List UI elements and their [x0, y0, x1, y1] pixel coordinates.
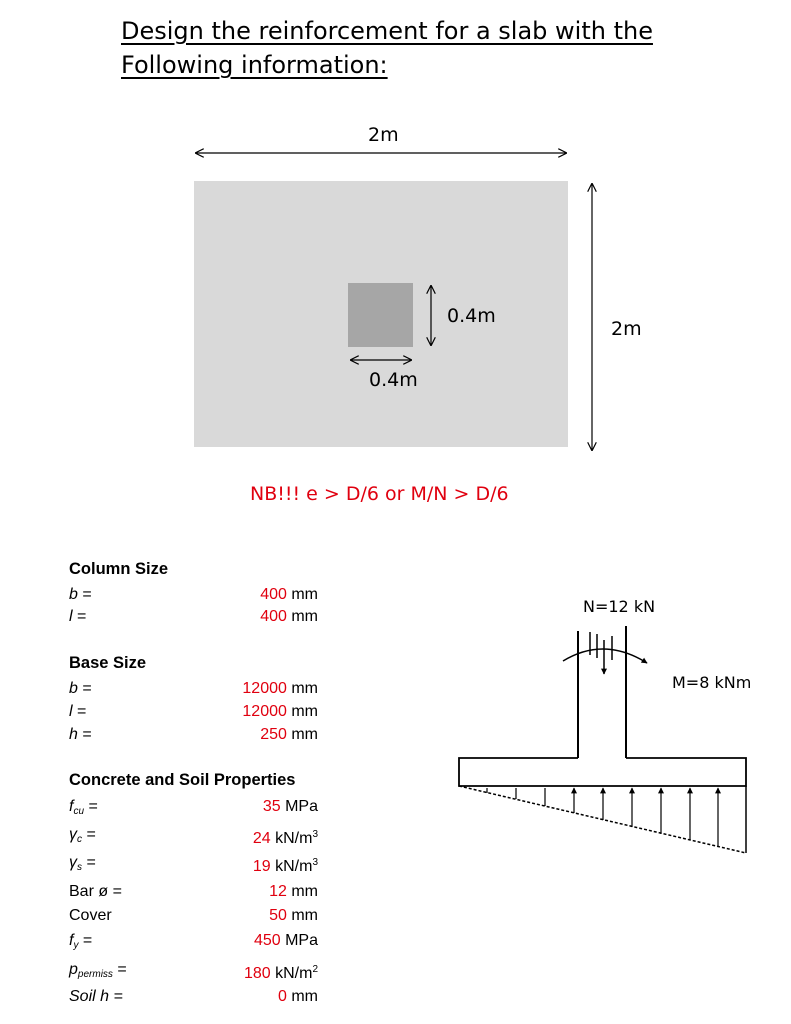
axial-load-label: N=12 kN: [583, 597, 656, 616]
column-plan: [348, 283, 413, 347]
gamma-s-value: 19 $kN/m^3$: [252, 857, 318, 875]
base-l-label: l =: [69, 703, 87, 720]
soil-h-label: Soil h =: [69, 988, 123, 1005]
bar-diameter-value: 12 mm: [269, 883, 318, 900]
slab-width-label: 2m: [368, 124, 399, 146]
title-line-1: Design the reinforcement for a slab with the: [121, 17, 653, 45]
moment-label: M=8 kNm: [672, 673, 752, 692]
column-width-label: 0.4m: [369, 369, 418, 391]
bar-diameter-label: Bar ø =: [69, 883, 122, 900]
eccentricity-note: NB!!! e > D/6 or M/N > D/6: [250, 483, 509, 505]
base-size-heading: Base Size: [69, 654, 147, 672]
gamma-c-label: $\gamma_c$ =: [69, 826, 96, 845]
p-permiss-value: 180 $kN/m^2$: [243, 964, 318, 982]
base-l-value: 12000 mm: [242, 703, 318, 720]
column-l-value: 400 mm: [260, 608, 318, 625]
base-b-value: 12000 mm: [242, 680, 318, 697]
column-l-label: l =: [69, 608, 87, 625]
cover-label: Cover: [69, 907, 112, 924]
base-b-label: b =: [69, 680, 92, 697]
moment-arrow: [563, 649, 647, 663]
gamma-c-value: 24 $kN/m^3$: [252, 829, 318, 847]
soil-pressure-diagram: [459, 786, 746, 853]
base-h-value: 250 mm: [260, 726, 318, 743]
column-section: [578, 626, 626, 758]
column-b-label: b =: [69, 586, 92, 603]
fcu-label: $f_{cu}$ =: [69, 798, 98, 817]
column-height-label: 0.4m: [447, 305, 496, 327]
column-size-heading: Column Size: [69, 560, 169, 578]
title-line-2: Following information:: [121, 51, 388, 79]
properties-heading: Concrete and Soil Properties: [69, 771, 296, 789]
fy-label: $f_y$ =: [69, 932, 93, 951]
gamma-s-label: $\gamma_s$ =: [69, 854, 96, 873]
soil-h-value: 0 mm: [277, 988, 318, 1005]
fcu-value: 35 MPa: [262, 798, 318, 815]
slab-height-label: 2m: [611, 318, 642, 340]
p-permiss-label: $p_{permiss}$ =: [69, 961, 127, 980]
column-b-value: 400 mm: [260, 586, 318, 603]
fy-value: 450 MPa: [253, 932, 318, 949]
base-h-label: h =: [69, 726, 92, 743]
cover-value: 50 mm: [269, 907, 318, 924]
base-section: [459, 758, 746, 786]
